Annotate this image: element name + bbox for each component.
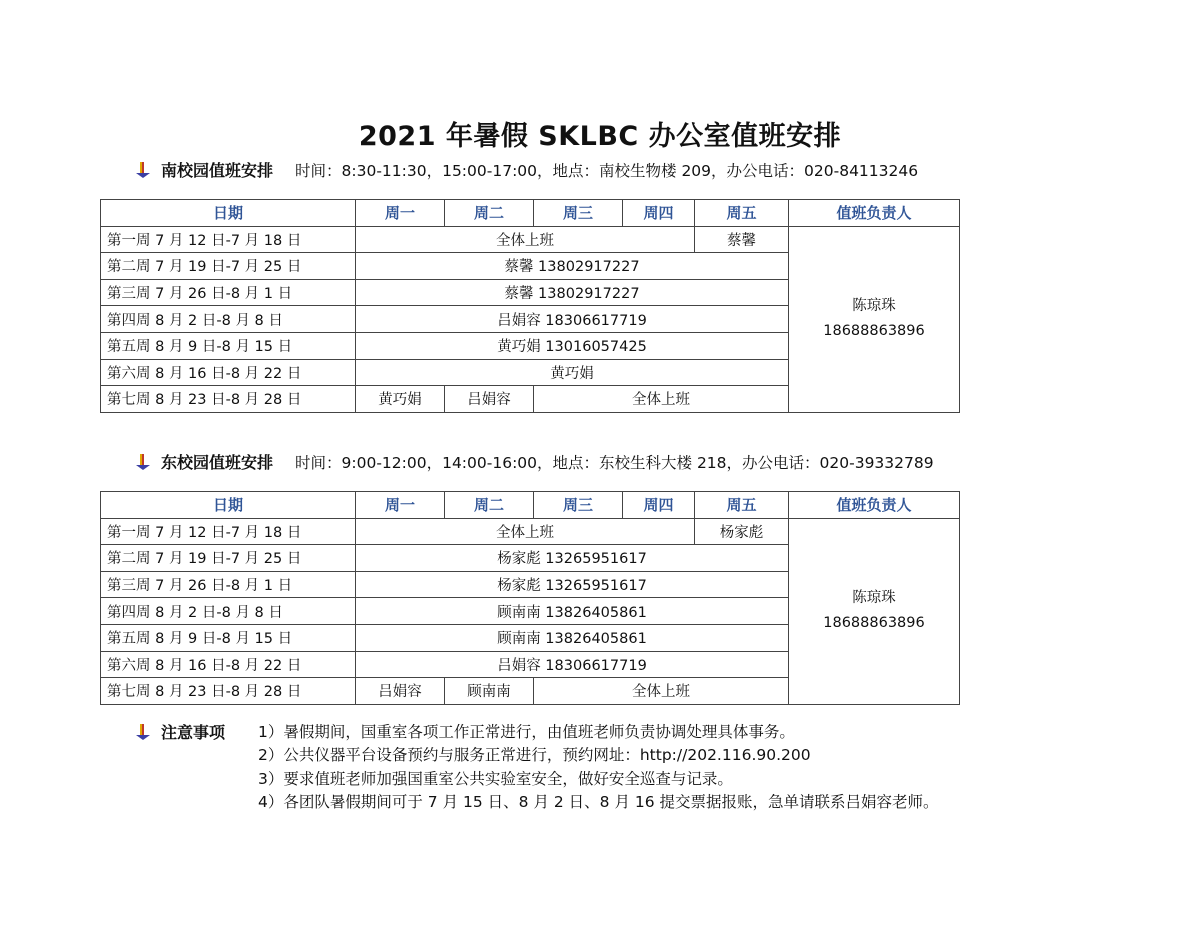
week-cell: 第六周 8 月 16 日-8 月 22 日 — [101, 651, 356, 678]
manager-phone: 18688863896 — [823, 323, 925, 340]
bullet-icon — [135, 453, 151, 471]
column-header: 周五 — [695, 200, 789, 227]
east-section-label: 东校园值班安排 — [161, 453, 274, 472]
column-header: 日期 — [101, 492, 356, 519]
manager-phone: 18688863896 — [823, 615, 925, 632]
manager-cell — [789, 518, 960, 704]
week-cell: 第一周 7 月 12 日-7 月 18 日 — [101, 518, 356, 545]
duty-cell: 蔡馨 13802917227 — [356, 253, 789, 280]
column-header: 值班负责人 — [789, 492, 960, 519]
duty-cell: 全体上班 — [534, 386, 789, 413]
notes-label: 注意事项 — [161, 723, 226, 742]
table-row — [101, 226, 960, 253]
note-item: 2）公共仪器平台设备预约与服务正常进行，预约网址：http://202.116.90.200 — [258, 746, 811, 765]
south-duty-table — [100, 199, 960, 413]
duty-cell: 顾南南 13826405861 — [356, 624, 789, 651]
column-header: 周三 — [534, 200, 623, 227]
column-header: 周一 — [356, 200, 445, 227]
duty-cell: 吕娟容 — [356, 678, 445, 705]
week-cell: 第二周 7 月 19 日-7 月 25 日 — [101, 545, 356, 572]
duty-cell: 吕娟容 — [445, 386, 534, 413]
column-header: 周二 — [445, 492, 534, 519]
week-cell: 第三周 7 月 26 日-8 月 1 日 — [101, 571, 356, 598]
week-cell: 第三周 7 月 26 日-8 月 1 日 — [101, 279, 356, 306]
week-cell: 第六周 8 月 16 日-8 月 22 日 — [101, 359, 356, 386]
week-cell: 第二周 7 月 19 日-7 月 25 日 — [101, 253, 356, 280]
note-item: 3）要求值班老师加强国重室公共实验室安全，做好安全巡查与记录。 — [258, 769, 733, 788]
week-cell: 第七周 8 月 23 日-8 月 28 日 — [101, 678, 356, 705]
manager-name: 陈琼珠 — [852, 590, 896, 607]
duty-cell: 全体上班 — [534, 678, 789, 705]
duty-cell: 杨家彪 13265951617 — [356, 571, 789, 598]
table-header-row — [101, 200, 960, 227]
duty-cell: 杨家彪 13265951617 — [356, 545, 789, 572]
week-cell: 第四周 8 月 2 日-8 月 8 日 — [101, 306, 356, 333]
duty-cell: 顾南南 — [445, 678, 534, 705]
note-item: 4）各团队暑假期间可于 7 月 15 日、8 月 2 日、8 月 16 提交票据报账，急单请联系吕娟容老师。 — [258, 792, 939, 811]
duty-cell: 顾南南 13826405861 — [356, 598, 789, 625]
table-header-row — [101, 492, 960, 519]
column-header: 周二 — [445, 200, 534, 227]
east-duty-table — [100, 491, 960, 705]
south-section-heading — [135, 159, 918, 183]
bullet-icon — [135, 723, 151, 741]
column-header: 周一 — [356, 492, 445, 519]
duty-cell: 蔡馨 — [695, 226, 789, 253]
notes-list — [258, 721, 939, 814]
column-header: 周四 — [623, 492, 695, 519]
table-row — [101, 518, 960, 545]
column-header: 日期 — [101, 200, 356, 227]
manager-name: 陈琼珠 — [852, 298, 896, 315]
column-header: 周五 — [695, 492, 789, 519]
column-header: 值班负责人 — [789, 200, 960, 227]
note-item: 1）暑假期间，国重室各项工作正常进行，由值班老师负责协调处理具体事务。 — [258, 723, 795, 741]
column-header: 周四 — [623, 200, 695, 227]
duty-cell: 黄巧娟 — [356, 359, 789, 386]
manager-cell — [789, 226, 960, 412]
bullet-icon — [135, 161, 151, 179]
duty-cell: 黄巧娟 — [356, 386, 445, 413]
duty-cell: 蔡馨 13802917227 — [356, 279, 789, 306]
east-section-info: 时间：9:00-12:00，14:00-16:00，地点：东校生科大楼 218，办公电话：020-39332789 — [295, 454, 934, 472]
duty-cell: 全体上班 — [356, 518, 695, 545]
week-cell: 第四周 8 月 2 日-8 月 8 日 — [101, 598, 356, 625]
east-section-heading — [135, 451, 934, 475]
page-title: 2021 年暑假 SKLBC 办公室值班安排 — [358, 121, 842, 152]
duty-cell: 黄巧娟 13016057425 — [356, 332, 789, 359]
duty-cell: 杨家彪 — [695, 518, 789, 545]
duty-cell: 吕娟容 18306617719 — [356, 306, 789, 333]
duty-cell: 吕娟容 18306617719 — [356, 651, 789, 678]
week-cell: 第一周 7 月 12 日-7 月 18 日 — [101, 226, 356, 253]
week-cell: 第五周 8 月 9 日-8 月 15 日 — [101, 624, 356, 651]
column-header: 周三 — [534, 492, 623, 519]
south-section-info: 时间：8:30-11:30，15:00-17:00，地点：南校生物楼 209，办公电话：020-84113246 — [295, 162, 919, 180]
notes-heading — [135, 721, 225, 745]
week-cell: 第五周 8 月 9 日-8 月 15 日 — [101, 332, 356, 359]
south-section-label: 南校园值班安排 — [161, 161, 274, 180]
week-cell: 第七周 8 月 23 日-8 月 28 日 — [101, 386, 356, 413]
duty-cell: 全体上班 — [356, 226, 695, 253]
